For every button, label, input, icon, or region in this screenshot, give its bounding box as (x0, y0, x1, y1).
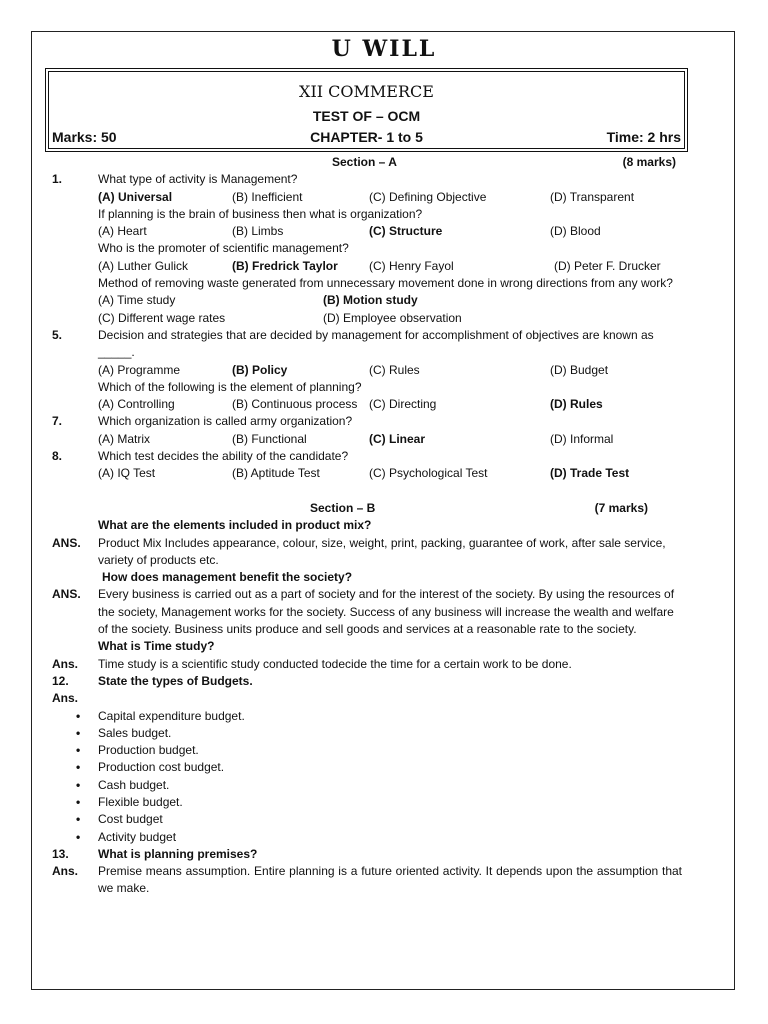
option-b: (B) Motion study (323, 293, 418, 308)
option-c: (C) Different wage rates (98, 310, 226, 325)
question (52, 379, 682, 396)
question (52, 240, 682, 257)
question-text: Who is the promoter of scientific management? (98, 241, 349, 256)
bullet-icon: • (76, 812, 81, 827)
question-paper-body (52, 154, 682, 898)
question-text: State the types of Budgets. (98, 673, 253, 688)
question-number: 12. (52, 673, 69, 688)
exam-subtitle: TEST OF – OCM (312, 108, 421, 124)
bullet-icon: • (76, 777, 81, 792)
option-a: (A) Luther Gulick (98, 258, 189, 273)
answer-label: Ans. (52, 691, 79, 706)
question (52, 327, 682, 362)
question (52, 673, 682, 690)
option-d: (D) Peter F. Drucker (554, 258, 661, 273)
list-item-text: Activity budget (98, 829, 177, 844)
list-item (52, 742, 682, 759)
question-text: What type of activity is Management? (98, 172, 298, 187)
exam-header-box (45, 68, 688, 152)
option-b: (B) Functional (232, 431, 307, 446)
section-title: Section – B (310, 500, 376, 515)
option-b: (B) Continuous process (232, 397, 358, 412)
section-marks: (7 marks) (594, 500, 648, 515)
question (52, 517, 682, 534)
options-row (52, 396, 682, 413)
question-text: What are the elements included in product mix? (98, 518, 372, 533)
option-b: (B) Policy (232, 362, 288, 377)
answer (52, 690, 682, 707)
list-item (52, 829, 682, 846)
bullet-icon: • (76, 743, 81, 758)
options-row (52, 223, 682, 240)
section-title: Section – A (332, 155, 397, 169)
options-row (52, 465, 682, 482)
question-text: Method of removing waste generated from unnecessary movement done in wrong directions from any work? (98, 276, 673, 291)
option-c: (C) Psychological Test (369, 466, 488, 481)
option-a: (A) Programme (98, 362, 181, 377)
exam-info-row (52, 128, 681, 146)
bullet-icon: • (76, 829, 81, 844)
list-item (52, 811, 682, 828)
question-number: 5. (52, 327, 63, 342)
answer-text: Time study is a scientific study conducted todecide the time for a certain work to be done. (98, 656, 572, 671)
options-row (52, 292, 682, 309)
answer-label: Ans. (52, 864, 79, 879)
section-marks: (8 marks) (622, 155, 676, 169)
exam-title: XII COMMERCE (299, 82, 434, 101)
question-number: 7. (52, 414, 63, 429)
list-item-text: Cash budget. (98, 777, 170, 792)
option-b: (B) Limbs (232, 224, 284, 239)
option-c: (C) Structure (369, 224, 443, 239)
options-row (52, 362, 682, 379)
option-b: (B) Inefficient (232, 189, 303, 204)
bullet-icon: • (76, 794, 81, 809)
option-d: (D) Transparent (550, 189, 635, 204)
answer (52, 586, 682, 638)
options-row (52, 310, 682, 327)
option-a: (A) Time study (98, 293, 176, 308)
option-c: (C) Linear (369, 431, 426, 446)
question (52, 569, 682, 586)
question-text: How does management benefit the society? (102, 570, 353, 585)
question-number: 13. (52, 846, 69, 861)
option-a: (A) Controlling (98, 397, 175, 412)
list-item-text: Production cost budget. (98, 760, 225, 775)
section-a-header (52, 154, 682, 171)
list-item (52, 708, 682, 725)
option-c: (C) Rules (369, 362, 420, 377)
question-text: Decision and strategies that are decided by management for accomplishment of objectives are known as _____. (98, 327, 654, 360)
question-text: Which test decides the ability of the candidate? (98, 449, 349, 464)
answer-label: ANS. (52, 587, 81, 602)
option-c: (C) Defining Objective (369, 189, 487, 204)
list-item-text: Production budget. (98, 743, 199, 758)
option-d: (D) Blood (550, 224, 601, 239)
list-item-text: Flexible budget. (98, 794, 183, 809)
option-d: (D) Informal (550, 431, 614, 446)
question-text: Which of the following is the element of planning? (98, 379, 362, 394)
question (52, 638, 682, 655)
option-d: (D) Trade Test (550, 466, 630, 481)
question-text: What is Time study? (98, 639, 215, 654)
spacer (52, 483, 682, 500)
answer-text: Product Mix Includes appearance, colour, size, weight, print, packing, guarantee of work, after sale service, variety of products etc. (98, 535, 666, 567)
option-d: (D) Rules (550, 397, 603, 412)
option-c: (C) Henry Fayol (369, 258, 454, 273)
list-item (52, 725, 682, 742)
option-b: (B) Aptitude Test (232, 466, 320, 481)
total-marks: Marks: 50 (52, 129, 117, 145)
answer (52, 535, 682, 570)
list-item-text: Cost budget (98, 812, 163, 827)
answer-text: Every business is carried out as a part of society and for the interest of the society. By using the resources of the society, Management works for the society. Success of any business will increase the wealth and welfare of the society. Business units produce and sell goods and services at a reasonable rate to the society. (98, 587, 675, 637)
option-c: (C) Directing (369, 397, 437, 412)
answer (52, 656, 682, 673)
list-item-text: Capital expenditure budget. (98, 708, 245, 723)
section-b-header (52, 500, 682, 517)
question-text: What is planning premises? (98, 846, 258, 861)
answer-label: ANS. (52, 535, 81, 550)
question (52, 206, 682, 223)
options-row (52, 189, 682, 206)
option-a: (A) Matrix (98, 431, 150, 446)
time-limit: Time: 2 hrs (606, 129, 681, 145)
option-d: (D) Budget (550, 362, 609, 377)
option-a: (A) Universal (98, 189, 173, 204)
chapter-range: CHAPTER- 1 to 5 (310, 129, 423, 145)
question (52, 846, 682, 863)
option-a: (A) IQ Test (98, 466, 156, 481)
budget-list (52, 708, 682, 846)
list-item (52, 777, 682, 794)
answer (52, 863, 682, 898)
question-number: 1. (52, 172, 63, 187)
question (52, 413, 682, 430)
option-d: (D) Employee observation (323, 310, 462, 325)
question (52, 448, 682, 465)
option-b: (B) Fredrick Taylor (232, 258, 338, 273)
question-text: Which organization is called army organization? (98, 414, 353, 429)
answer-text: Premise means assumption. Entire planning is a future oriented activity. It depends upon the assumption that we make. (98, 864, 682, 896)
answer-label: Ans. (52, 656, 79, 671)
bullet-icon: • (76, 725, 81, 740)
list-item (52, 759, 682, 776)
question-number: 8. (52, 449, 63, 464)
list-item (52, 794, 682, 811)
brand-title: U WILL (331, 38, 437, 60)
bullet-icon: • (76, 708, 81, 723)
list-item-text: Sales budget. (98, 725, 172, 740)
question-text: If planning is the brain of business then what is organization? (98, 206, 423, 221)
question (52, 171, 682, 188)
options-row (52, 258, 682, 275)
options-row (52, 431, 682, 448)
option-a: (A) Heart (98, 224, 147, 239)
bullet-icon: • (76, 760, 81, 775)
